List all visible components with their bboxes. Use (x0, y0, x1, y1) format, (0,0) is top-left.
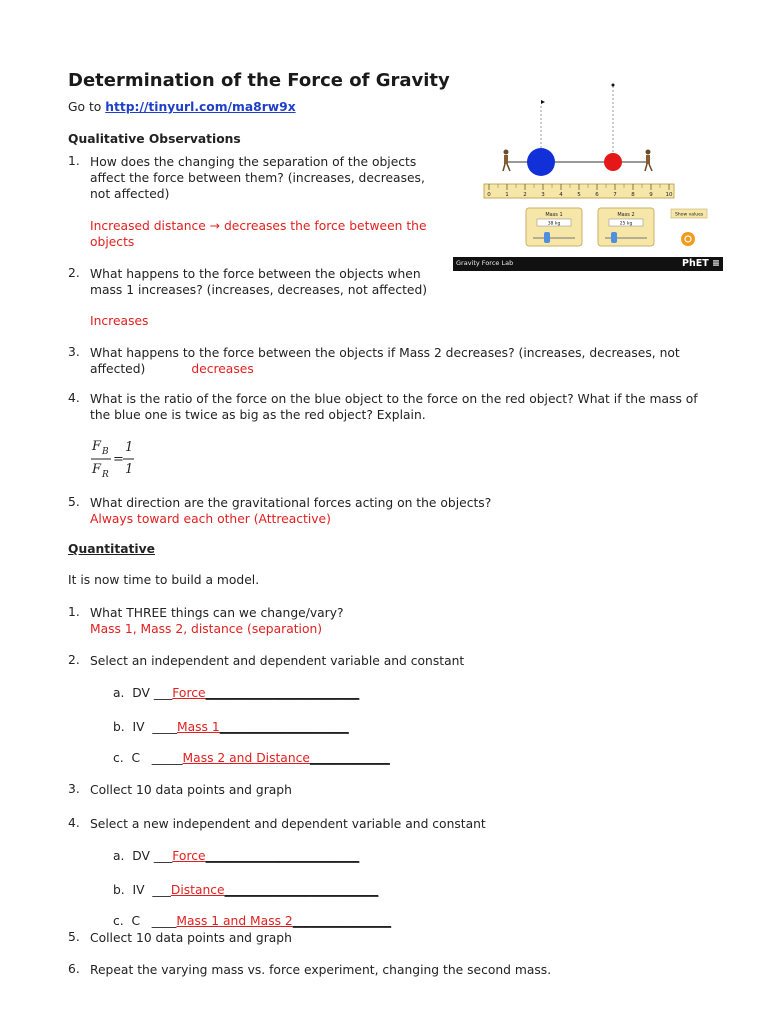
q4-number: 4. (68, 391, 80, 405)
ruler-tick-label: 7 (613, 192, 617, 198)
mass2-value: 25 kg (619, 221, 633, 227)
q4-text (90, 391, 698, 423)
ruler-tick-label: 0 (487, 192, 491, 198)
goto-line (68, 100, 296, 114)
item-label: a. DV ___ (113, 686, 173, 700)
item-blank: _________________________ (205, 686, 360, 700)
q3-line-2 (90, 361, 680, 377)
item-label: c. C ____ (113, 914, 177, 928)
item-blank: ________________ (292, 914, 392, 928)
mass2-red-ball[interactable] (604, 153, 622, 171)
qq1-answer: Mass 1, Mass 2, distance (separation) (90, 622, 323, 636)
q2-text (90, 266, 427, 298)
show-values-label: Show values (675, 212, 704, 218)
q4-line: the blue one is twice as big as the red object? Explain. (90, 408, 426, 422)
fb-symbol: F (92, 439, 102, 454)
q3-line: affected) (90, 362, 146, 376)
qq4-text: Select a new independent and dependent variable and constant (90, 817, 486, 831)
qq1-text (90, 605, 344, 637)
qq2-item-a[interactable] (113, 686, 359, 700)
q1-answer-line: objects (90, 235, 135, 249)
q3-number: 3. (68, 345, 80, 359)
sim-canvas (453, 78, 723, 257)
ruler-tick-label: 4 (559, 192, 563, 198)
fb-subscript: B (102, 447, 109, 457)
q3-line: What happens to the force between the objects if Mass 2 decreases? (increases, decreases, not (90, 346, 680, 360)
item-value: Mass 2 and Distance (182, 751, 310, 765)
q2-answer: Increases (90, 314, 149, 328)
reset-button-icon[interactable] (681, 232, 695, 246)
mass1-value: 38 kg (547, 221, 561, 227)
ruler-tick-label: 2 (523, 192, 527, 198)
qq5-number: 5. (68, 930, 80, 944)
q1-number: 1. (68, 154, 80, 168)
q2-line: mass 1 increases? (increases, decreases, not affected) (90, 283, 428, 297)
goto-prefix: Go to (68, 100, 106, 114)
left-puller-icon (503, 150, 510, 172)
q5-number: 5. (68, 495, 80, 509)
fr-symbol: F (92, 462, 102, 477)
qq2-item-c[interactable] (113, 751, 390, 765)
qq6-number: 6. (68, 962, 80, 976)
mass1-label: Mass 1 (545, 212, 563, 218)
gravity-force-lab-simulation[interactable] (453, 78, 723, 271)
q5-text (90, 495, 491, 527)
mass2-label: Mass 2 (617, 212, 635, 218)
ruler-tick-label: 8 (631, 192, 635, 198)
item-label: b. IV ___ (113, 883, 171, 897)
fraction-svg (90, 438, 150, 480)
item-label: b. IV ____ (113, 720, 177, 734)
item-blank: _________________________ (205, 849, 360, 863)
item-blank: _____________________ (219, 720, 349, 734)
item-value: Force (172, 849, 206, 863)
q5-answer: Always toward each other (Attreactive) (90, 512, 331, 526)
mass1-flag-icon (541, 100, 545, 104)
ratio-numerator: 1 (125, 440, 134, 455)
q1-line: How does the changing the separation of the objects (90, 155, 417, 169)
q1-line: affect the force between them? (increases, decreases, (90, 171, 425, 185)
q5-line: What direction are the gravitational forces acting on the objects? (90, 496, 492, 510)
q2-line: What happens to the force between the objects when (90, 267, 421, 281)
sim-footer (453, 257, 723, 271)
item-blank: _________________________ (224, 883, 379, 897)
item-value: Mass 1 (176, 720, 220, 734)
mass2-marker-icon (612, 84, 615, 87)
q3-text (90, 345, 680, 377)
qq2-text: Select an independent and dependent variable and constant (90, 654, 465, 668)
item-blank: _____________ (309, 751, 390, 765)
q2-number: 2. (68, 266, 80, 280)
page-title: Determination of the Force of Gravity (68, 70, 450, 91)
quantitative-heading: Quantitative (68, 542, 155, 556)
sim-title: Gravity Force Lab (456, 259, 514, 267)
force-ratio-equation (90, 438, 150, 484)
equals-sign: = (113, 452, 124, 467)
ruler-tick-label: 1 (505, 192, 509, 198)
tinyurl-link[interactable]: http://tinyurl.com/ma8rw9x (105, 100, 296, 114)
qq2-number: 2. (68, 653, 80, 667)
q4-line: What is the ratio of the force on the blue object to the force on the red object? What if the mass of (90, 392, 698, 406)
mass1-blue-ball[interactable] (527, 148, 555, 176)
ruler-tick-label: 6 (595, 192, 599, 198)
item-label: a. DV ___ (113, 849, 173, 863)
ratio-denominator: 1 (125, 462, 134, 477)
q1-text (90, 154, 425, 202)
phet-logo[interactable]: PhET ≡ (682, 258, 720, 269)
mass2-slider-thumb[interactable] (611, 232, 617, 243)
mass1-slider-thumb[interactable] (544, 232, 550, 243)
ruler-tick-label: 5 (577, 192, 581, 198)
qq4-number: 4. (68, 816, 80, 830)
quantitative-intro: It is now time to build a model. (68, 573, 260, 587)
qq4-item-a[interactable] (113, 849, 359, 863)
qq4-item-c[interactable] (113, 914, 391, 928)
ruler-tick-label: 10 (665, 192, 673, 198)
item-value: Mass 1 and Mass 2 (176, 914, 293, 928)
qq3-number: 3. (68, 782, 80, 796)
qq3-text: Collect 10 data points and graph (90, 783, 292, 797)
qq6-text: Repeat the varying mass vs. force experiment, changing the second mass. (90, 963, 552, 977)
item-value: Force (172, 686, 206, 700)
fr-subscript: R (102, 470, 109, 480)
ruler-tick-label: 3 (541, 192, 545, 198)
q1-answer-line: Increased distance → decreases the force between the (90, 219, 427, 233)
item-value: Distance (170, 883, 225, 897)
ruler-tick-label: 9 (649, 192, 653, 198)
q1-line: not affected) (90, 187, 170, 201)
q3-answer: decreases (191, 362, 254, 376)
item-label: c. C _____ (113, 751, 183, 765)
qq2-item-b[interactable] (113, 720, 349, 734)
q1-answer (90, 218, 427, 250)
qualitative-heading: Qualitative Observations (68, 132, 241, 146)
qq1-line: What THREE things can we change/vary? (90, 606, 344, 620)
qq1-number: 1. (68, 605, 80, 619)
qq4-item-b[interactable] (113, 883, 378, 897)
right-puller-icon (645, 150, 652, 172)
qq5-text: Collect 10 data points and graph (90, 931, 292, 945)
